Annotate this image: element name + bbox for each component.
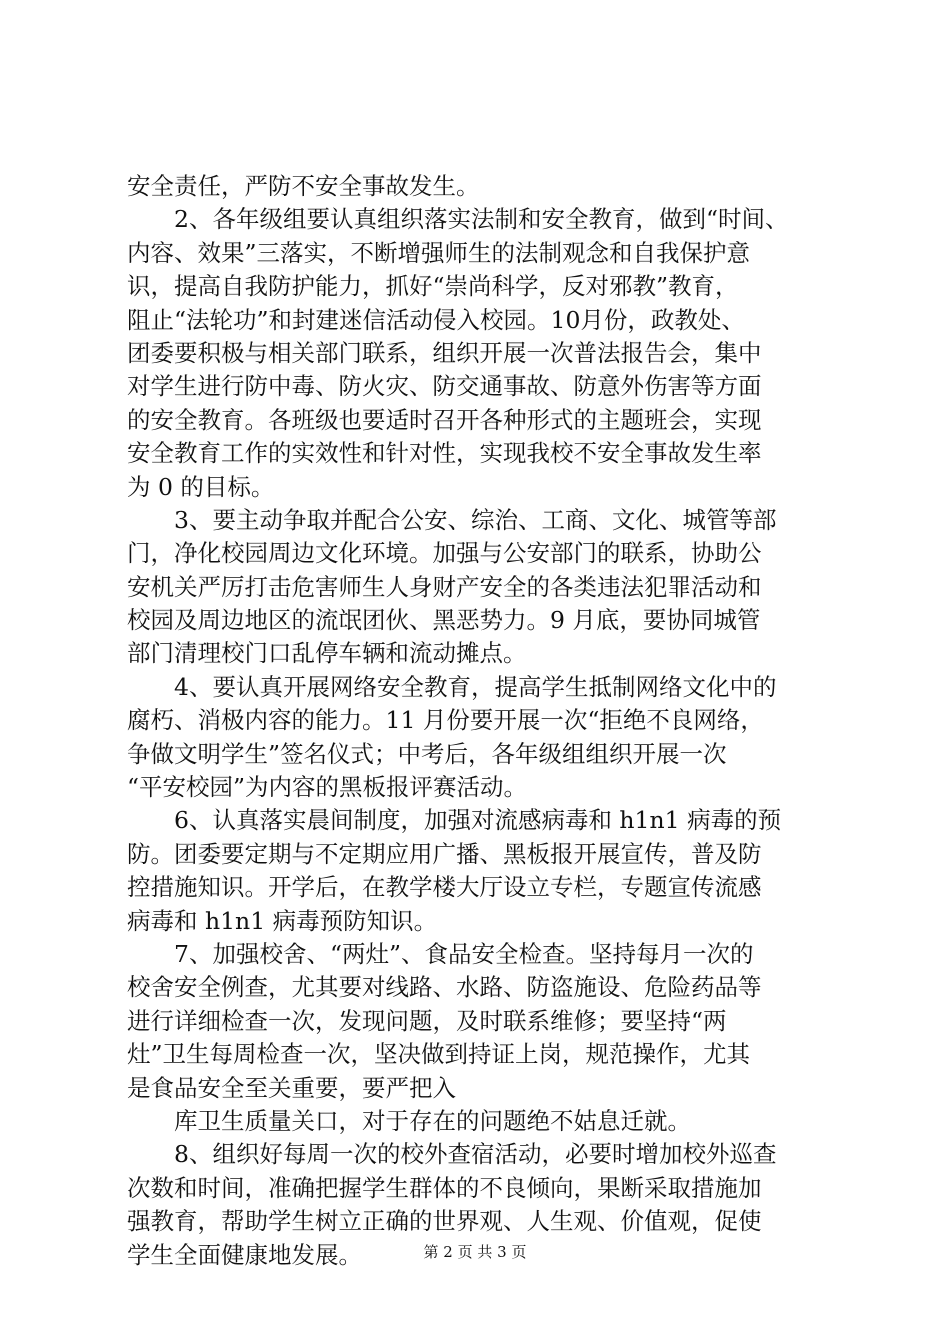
text-line: 为 0 的目标。 (127, 472, 275, 501)
text-line: 控措施知识。开学后，在教学楼大厅设立专栏，专题宣传流感 (127, 873, 762, 902)
text-line: 门，净化校园周边文化环境。加强与公安部门的联系，协助公 (127, 539, 762, 568)
text-line: 安全教育工作的实效性和针对性，实现我校不安全事故发生率 (127, 439, 762, 468)
page-footer: 第 2 页 共 3 页 (423, 1243, 527, 1261)
text-line: 安全责任，严防不安全事故发生。 (127, 172, 480, 200)
text-line: 安机关严厉打击危害师生人身财产安全的各类违法犯罪活动和 (127, 572, 762, 601)
text-line: 是食品安全至关重要，要严把入 (127, 1073, 456, 1102)
text-line: 病毒和 h1n1 病毒预防知识。 (127, 906, 438, 935)
text-line: 4、要认真开展网络安全教育，提高学生抵制网络文化中的 (174, 672, 777, 701)
text-line: 2、各年级组要认真组织落实法制和安全教育，做到“时间、 (174, 205, 789, 234)
text-line: 8、组织好每周一次的校外查宿活动，必要时增加校外巡查 (174, 1140, 777, 1169)
text-line: 次数和时间，准确把握学生群体的不良倾向，果断采取措施加 (127, 1173, 762, 1202)
text-line: 校园及周边地区的流氓团伙、黑恶势力。9 月底，要协同城管 (127, 606, 761, 635)
document-body (127, 170, 832, 1272)
text-line: 6、认真落实晨间制度，加强对流感病毒和 h1n1 病毒的预 (174, 806, 782, 835)
text-line: 对学生进行防中毒、防火灾、防交通事故、防意外伤害等方面 (127, 372, 762, 401)
text-line: 部门清理校门口乱停车辆和流动摊点。 (127, 639, 527, 668)
text-line: 7、加强校舍、“两灶”、食品安全检查。坚持每月一次的 (174, 939, 754, 968)
text-line: 的安全教育。各班级也要适时召开各种形式的主题班会，实现 (127, 405, 762, 434)
text-line: 强教育，帮助学生树立正确的世界观、人生观、价值观，促使 (127, 1207, 762, 1236)
text-line: 腐朽、消极内容的能力。11 月份要开展一次“拒绝不良网络， (127, 706, 764, 735)
text-line: 识，提高自我防护能力，抓好“崇尚科学，反对邪教”教育， (127, 272, 739, 301)
text-line: 学生全面健康地发展。 (127, 1240, 362, 1269)
text-line: 库卫生质量关口，对于存在的问题绝不姑息迁就。 (174, 1106, 691, 1135)
text-line: 防。团委要定期与不定期应用广播、黑板报开展宣传，普及防 (127, 839, 762, 868)
text-line: 3、要主动争取并配合公安、综治、工商、文化、城管等部 (174, 505, 777, 534)
text-line: “平安校园”为内容的黑板报评赛活动。 (127, 773, 528, 802)
text-line: 进行详细检查一次，发现问题，及时联系维修；要坚持“两 (127, 1006, 727, 1035)
text-line: 团委要积极与相关部门联系，组织开展一次普法报告会，集中 (127, 338, 762, 367)
text-line: 争做文明学生”签名仪式；中考后，各年级组组织开展一次 (127, 739, 727, 768)
text-line: 阻止“法轮功”和封建迷信活动侵入校园。10月份，政教处、 (127, 305, 745, 334)
text-line: 灶”卫生每周检查一次，坚决做到持证上岗，规范操作，尤其 (127, 1040, 751, 1069)
text-line: 内容、效果”三落实，不断增强师生的法制观念和自我保护意 (127, 238, 751, 267)
text-line: 校舍安全例查，尤其要对线路、水路、防盗施设、危险药品等 (127, 973, 762, 1002)
